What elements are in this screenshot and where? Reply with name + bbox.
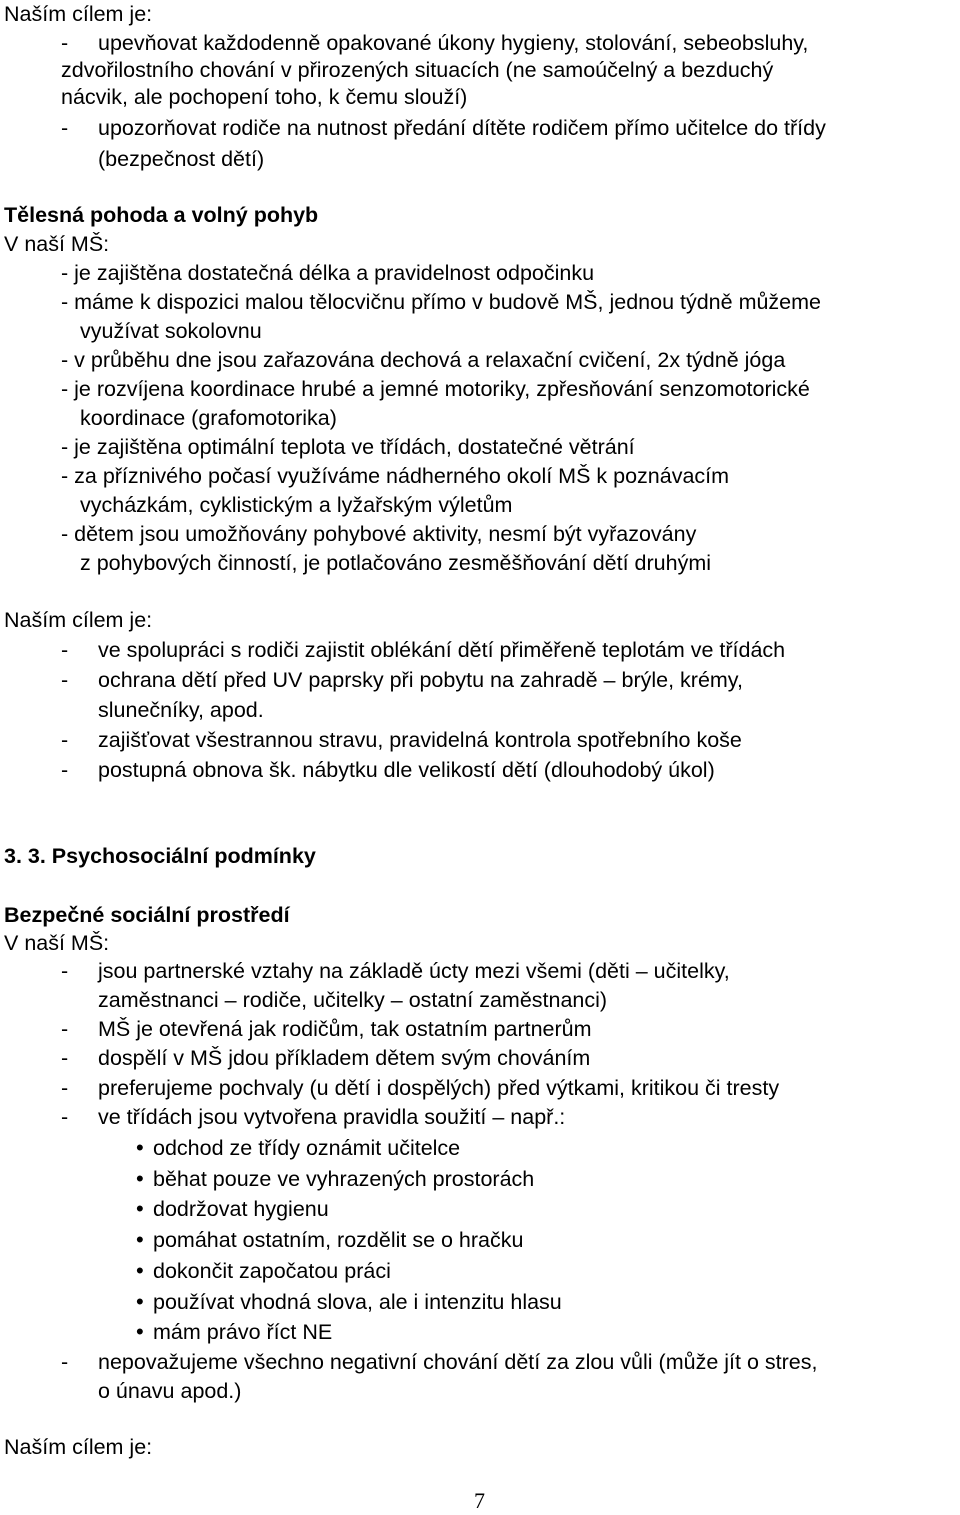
rule-bullet-item: • mám právo říct NE	[153, 1318, 332, 1347]
goal-heading-1: Naším cílem je:	[4, 2, 153, 26]
page-number: 7	[474, 1488, 485, 1513]
dash-marker: -	[61, 638, 69, 662]
goal-item-line: postupná obnova šk. nábytku dle velikostí dětí (dlouhodobý úkol)	[98, 758, 715, 782]
goal-item-line: (bezpečnost dětí)	[98, 147, 265, 171]
goal-item-line: upevňovat každodenně opakované úkony hygieny, stolování, sebeobsluhy,	[98, 31, 809, 55]
list-item: - je zajištěna optimální teplota ve třídách, dostatečné větrání	[61, 435, 635, 459]
list-item: preferujeme pochvaly (u dětí i dospělých) před výtkami, kritikou či tresty	[98, 1076, 780, 1100]
list-item: - dětem jsou umožňovány pohybové aktivity, nesmí být vyřazovány	[61, 522, 697, 546]
rule-bullet-item: • používat vhodná slova, ale i intenzitu hlasu	[153, 1288, 562, 1317]
list-item: zaměstnanci – rodiče, učitelky – ostatní zaměstnanci)	[98, 988, 608, 1012]
dash-marker: -	[61, 1105, 69, 1129]
list-item: vycházkám, cyklistickým a lyžařským výletům	[80, 493, 513, 517]
goal-heading-3: Naším cílem je:	[4, 1435, 153, 1459]
list-item: o únavu apod.)	[98, 1379, 242, 1403]
list-item: z pohybových činností, je potlačováno zesměšňování dětí druhými	[80, 551, 712, 575]
dash-marker: -	[61, 758, 69, 782]
rule-bullet-item: • běhat pouze ve vyhrazených prostorách	[153, 1165, 534, 1194]
section-title-safe: Bezpečné sociální prostředí	[4, 903, 290, 927]
goal-item-line: upozorňovat rodiče na nutnost předání dítěte rodičem přímo učitelce do třídy	[98, 116, 826, 140]
dash-marker: -	[61, 668, 69, 692]
goal-heading-2: Naším cílem je:	[4, 608, 153, 632]
dash-marker: -	[61, 1076, 69, 1100]
dash-marker: -	[61, 116, 69, 140]
rule-bullet-item: • dodržovat hygienu	[153, 1195, 329, 1224]
chapter-title: 3. 3. Psychosociální podmínky	[4, 844, 316, 868]
rule-bullet-item: • odchod ze třídy oznámit učitelce	[153, 1134, 460, 1163]
dash-marker: -	[61, 31, 69, 55]
goal-item-line: ve spolupráci s rodiči zajistit oblékání dětí přiměřeně teplotám ve třídách	[98, 638, 786, 662]
goal-item-line: slunečníky, apod.	[98, 698, 264, 722]
goal-item-line: zajišťovat všestrannou stravu, pravidelná kontrola spotřebního koše	[98, 728, 742, 752]
goal-item-line: ochrana dětí před UV paprsky při pobytu na zahradě – brýle, krémy,	[98, 668, 743, 692]
rule-bullet-item: • pomáhat ostatním, rozdělit se o hračku	[153, 1226, 523, 1255]
list-item: - máme k dispozici malou tělocvičnu přímo v budově MŠ, jednou týdně můžeme	[61, 290, 822, 314]
section-intro: V naší MŠ:	[4, 931, 110, 955]
list-item: koordinace (grafomotorika)	[80, 406, 337, 430]
section-title-health: Tělesná pohoda a volný pohyb	[4, 203, 319, 227]
list-item: jsou partnerské vztahy na základě úcty mezi všemi (děti – učitelky,	[98, 959, 730, 983]
list-item: ve třídách jsou vytvořena pravidla soužití – např.:	[98, 1105, 566, 1129]
dash-marker: -	[61, 728, 69, 752]
dash-marker: -	[61, 1350, 69, 1374]
dash-marker: -	[61, 1017, 69, 1041]
list-item: využívat sokolovnu	[80, 319, 262, 343]
dash-marker: -	[61, 959, 69, 983]
dash-marker: -	[61, 1046, 69, 1070]
list-item: MŠ je otevřená jak rodičům, tak ostatním partnerům	[98, 1017, 592, 1041]
list-item: - v průběhu dne jsou zařazována dechová a relaxační cvičení, 2x týdně jóga	[61, 348, 786, 372]
rule-bullet-item: • dokončit započatou práci	[153, 1257, 391, 1286]
list-item: dospělí v MŠ jdou příkladem dětem svým chováním	[98, 1046, 591, 1070]
goal-item-line: nácvik, ale pochopení toho, k čemu slouží)	[61, 85, 468, 109]
list-item: - je zajištěna dostatečná délka a pravidelnost odpočinku	[61, 261, 595, 285]
section-intro: V naší MŠ:	[4, 232, 110, 256]
list-item: nepovažujeme všechno negativní chování dětí za zlou vůli (může jít o stres,	[98, 1350, 818, 1374]
goal-item-line: zdvořilostního chování v přirozených situacích (ne samoúčelný a bezduchý	[61, 58, 774, 82]
list-item: - za příznivého počasí využíváme nádherného okolí MŠ k poznávacím	[61, 464, 730, 488]
list-item: - je rozvíjena koordinace hrubé a jemné motoriky, zpřesňování senzomotorické	[61, 377, 810, 401]
